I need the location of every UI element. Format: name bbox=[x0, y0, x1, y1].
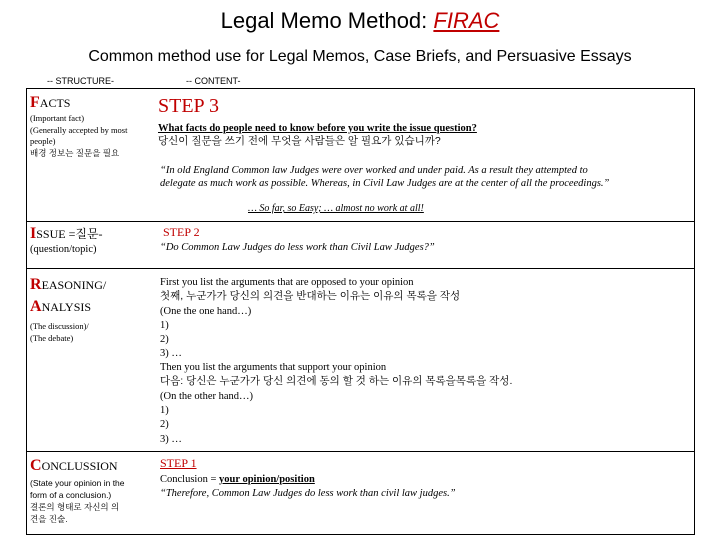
facts-note: people) bbox=[30, 136, 56, 146]
reasoning-line: 3) … bbox=[160, 434, 182, 445]
reasoning-line-korean: 다음: 당신은 누군가가 당신 의견에 동의 할 것 하는 이유의 목록을목록을 작성. bbox=[160, 375, 513, 387]
page-title: Legal Memo Method: FIRAC bbox=[220, 8, 500, 33]
conclusion-definition: Conclusion = your opinion/position bbox=[160, 474, 315, 485]
title-accent: FIRAC bbox=[433, 8, 500, 33]
issue-note: (question/topic) bbox=[30, 244, 97, 255]
reasoning-note: (The debate) bbox=[30, 333, 74, 343]
facts-question: What facts do people need to know before you write the issue question? bbox=[158, 123, 477, 134]
row-divider bbox=[26, 221, 695, 222]
conclusion-note: form of a conclusion.) bbox=[30, 490, 112, 500]
firac-table bbox=[26, 88, 695, 535]
facts-quote: delegate as much work as possible. Whereas, in Civil Law Judges are at the center of all the proceedings.” bbox=[160, 178, 610, 189]
reasoning-line: 2) bbox=[160, 334, 169, 345]
conclusion-step-label: STEP 1 bbox=[160, 456, 197, 470]
conclusion-quote: “Therefore, Common Law Judges do less work than civil law judges.” bbox=[160, 488, 456, 499]
facts-note-korean: 배경 정보는 질문을 필요 bbox=[30, 148, 120, 158]
conclusion-note: (State your opinion in the bbox=[30, 478, 125, 488]
reasoning-line: 2) bbox=[160, 419, 169, 430]
reasoning-line: (On the other hand…) bbox=[160, 391, 254, 402]
analysis-heading: ANALYSIS bbox=[30, 298, 92, 315]
reasoning-line: First you list the arguments that are opposed to your opinion bbox=[160, 277, 414, 288]
facts-step-label: STEP 3 bbox=[158, 95, 219, 117]
reasoning-heading: REASONING/ bbox=[30, 276, 107, 293]
facts-question-korean: 당신이 질문을 쓰기 전에 무엇을 사람들은 알 필요가 있습니까? bbox=[158, 135, 441, 147]
facts-note: (Important fact) bbox=[30, 113, 85, 123]
structure-column-label: -- STRUCTURE- bbox=[47, 76, 114, 86]
facts-note: (Generally accepted by most bbox=[30, 125, 128, 135]
page-subtitle: Common method use for Legal Memos, Case Briefs, and Persuasive Essays bbox=[88, 48, 632, 65]
reasoning-note: (The discussion)/ bbox=[30, 321, 89, 331]
issue-heading: ISSUE =질문- bbox=[30, 225, 103, 242]
facts-aside: … So far, so Easy; … almost no work at all! bbox=[248, 203, 424, 214]
reasoning-line: (One the one hand…) bbox=[160, 306, 252, 317]
reasoning-line: 3) … bbox=[160, 348, 182, 359]
reasoning-line: 1) bbox=[160, 405, 169, 416]
row-divider bbox=[26, 268, 695, 269]
issue-quote: “Do Common Law Judges do less work than Civil Law Judges?” bbox=[160, 242, 435, 253]
facts-quote: “In old England Common law Judges were over worked and under paid. As a result they attempted to bbox=[160, 165, 588, 176]
conclusion-heading: CONCLUSSION bbox=[30, 457, 118, 474]
reasoning-line-korean: 첫째, 누군가가 당신의 의견을 반대하는 이유는 이유의 목록을 작성 bbox=[160, 290, 461, 302]
content-column-label: -- CONTENT- bbox=[186, 76, 241, 86]
reasoning-line: Then you list the arguments that support your opinion bbox=[160, 362, 387, 373]
facts-heading: FACTS bbox=[30, 94, 71, 111]
conclusion-note-korean: 결론의 형태로 자신의 의 bbox=[30, 502, 120, 512]
reasoning-line: 1) bbox=[160, 320, 169, 331]
conclusion-note-korean: 견을 진술. bbox=[30, 514, 68, 524]
row-divider bbox=[26, 451, 695, 452]
issue-step-label: STEP 2 bbox=[163, 225, 200, 239]
